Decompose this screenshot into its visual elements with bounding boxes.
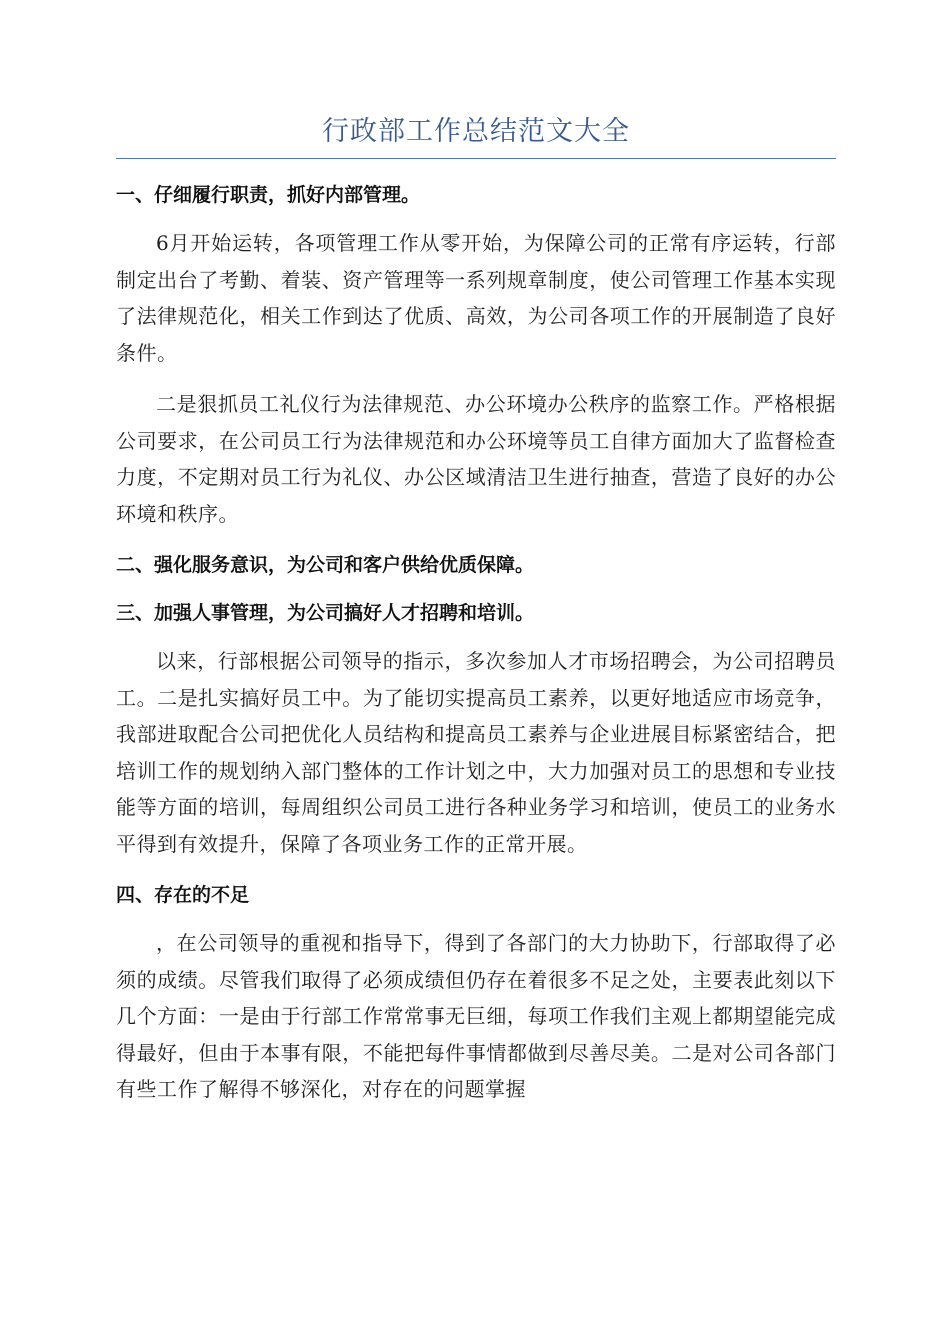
section-heading-4: 四、存在的不足 xyxy=(116,884,250,906)
title-underline xyxy=(116,158,836,159)
section-3-paragraph-1: 以来，行部根据公司领导的指示，多次参加人才市场招聘会，为公司招聘员工。二是扎实搞好员工中。为了能切实提高员工素养，以更好地适应市场竞争，我部进取配合公司把优化人员结构和提高员工素养与企业进展目标紧密结合，把培训工作的规划纳入部门整体的工作计划之中，大力加强对员工的思想和专业技能等方面的培训，每周组织公司员工进行各种业务学习和培训，使员工的业务水平得到有效提升，保障了各项业务工作的正常开展。 xyxy=(116,649,836,856)
section-1-paragraph-2: 二是狠抓员工礼仪行为法律规范、办公环境办公秩序的监察工作。严格根据公司要求，在公司员工行为法律规范和办公环境等员工自律方面加大了监督检查力度，不定期对员工行为礼仪、办公区域清洁卫生进行抽查，营造了良好的办公环境和秩序。 xyxy=(116,392,836,526)
document-title: 行政部工作总结范文大全 xyxy=(322,116,630,147)
section-4-paragraph-1: ，在公司领导的重视和指导下，得到了各部门的大力协助下，行部取得了必须的成绩。尽管我们取得了必须成绩但仍存在着很多不足之处，主要表此刻以下几个方面：一是由于行部工作常常事无巨细，每项工作我们主观上都期望能完成得最好，但由于本事有限，不能把每件事情都做到尽善尽美。二是对公司各部门有些工作了解得不够深化，对存在的问题掌握 xyxy=(116,931,836,1101)
section-1-paragraph-1: 6月开始运转，各项管理工作从零开始，为保障公司的正常有序运转，行部制定出台了考勤、着装、资产管理等一系列规章制度，使公司管理工作基本实现了法律规范化，相关工作到达了优质、高效，为公司各项工作的开展制造了良好条件。 xyxy=(116,231,836,365)
section-heading-3: 三、加强人事管理，为公司搞好人才招聘和培训。 xyxy=(116,602,535,624)
document-page xyxy=(116,112,836,1123)
section-heading-2: 二、强化服务意识，为公司和客户供给优质保障。 xyxy=(116,554,535,576)
section-heading-1: 一、仔细履行职责，抓好内部管理。 xyxy=(116,184,421,206)
